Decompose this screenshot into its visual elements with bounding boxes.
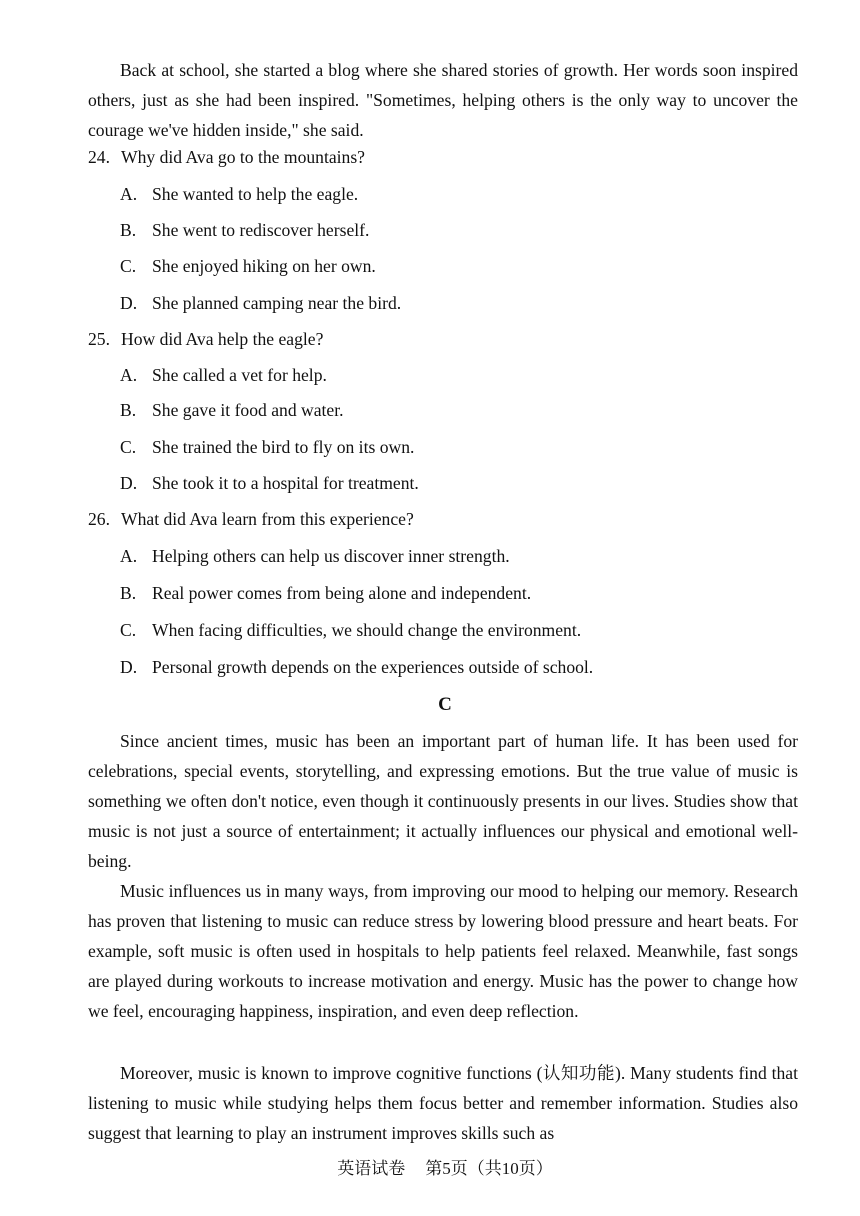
q24-option-b [120,220,369,241]
q26-option-a [120,546,510,567]
option-letter: B. [120,583,137,603]
question-number: 25. [88,329,110,349]
q26-option-d [120,657,593,678]
option-letter: C. [120,620,137,640]
question-number: 24. [88,147,110,167]
section-heading-c: C [438,694,452,715]
option-letter: D. [120,657,138,677]
q24-option-a [120,184,358,205]
q26-option-b [120,583,531,604]
q25-option-b [120,400,344,421]
option-text: She trained the bird to fly on its own. [152,437,415,457]
passage-c-paragraph-1: Since ancient times, music has been an important part of human life. It has been used for celebrations, special events, storytelling, and expressing emotions. But the true value of music is something we often don't notice, even though it continuously presents in our lives. Studies show that music is not just a source of entertainment; it actually influences our physical and emotional well-being. [88,731,798,871]
question-stem: Why did Ava go to the mountains? [121,147,365,167]
option-text: She took it to a hospital for treatment. [152,473,419,493]
option-letter: A. [120,546,138,566]
option-letter: A. [120,365,138,385]
option-text: She enjoyed hiking on her own. [152,256,376,276]
option-letter: B. [120,400,137,420]
footer-page-number: 第5页（共10页） [425,1159,553,1178]
option-text: She called a vet for help. [152,365,327,385]
q25-option-a [120,365,327,386]
question-stem: How did Ava help the eagle? [121,329,324,349]
option-letter: D. [120,293,138,313]
q26-option-c [120,620,581,641]
option-letter: C. [120,437,137,457]
passage-c-paragraph-2: Music influences us in many ways, from improving our mood to helping our memory. Research has proven that listening to music can reduce stress by lowering blood pressure and heart beats. For example, soft music is often used in hospitals to help patients feel relaxed. Meanwhile, fast songs are played during workouts to increase motivation and energy. Music has the power to change how we feel, encouraging happiness, inspiration, and even deep reflection. [88,881,798,1021]
q25-option-d [120,473,419,494]
option-text: She went to rediscover herself. [152,220,370,240]
option-text: Personal growth depends on the experiences outside of school. [152,657,594,677]
question-25 [88,329,323,350]
option-letter: B. [120,220,137,240]
passage-b-ending: Back at school, she started a blog where she shared stories of growth. Her words soon inspired others, just as she had been inspired. "Sometimes, helping others is the only way to uncover the courage we've hidden inside," she said. [88,60,798,140]
option-text: Real power comes from being alone and independent. [152,583,532,603]
page-footer [0,1154,860,1179]
q24-option-d [120,293,401,314]
option-text: She wanted to help the eagle. [152,184,359,204]
passage-c-paragraph-3: Moreover, music is known to improve cognitive functions (认知功能). Many students find that listening to music while studying helps them focus better and remember information. Studies also suggest that learning to play an instrument improves skills such as [88,1063,798,1143]
option-text: Helping others can help us discover inner strength. [152,546,510,566]
option-text: When facing difficulties, we should change the environment. [152,620,582,640]
footer-subject: 英语试卷 [337,1159,406,1178]
question-stem: What did Ava learn from this experience? [121,509,414,529]
question-number: 26. [88,509,110,529]
q24-option-c [120,256,376,277]
option-letter: A. [120,184,138,204]
q25-option-c [120,437,414,458]
option-text: She planned camping near the bird. [152,293,402,313]
option-letter: C. [120,256,137,276]
option-text: She gave it food and water. [152,400,344,420]
question-26 [88,509,414,530]
question-24 [88,147,365,168]
option-letter: D. [120,473,138,493]
